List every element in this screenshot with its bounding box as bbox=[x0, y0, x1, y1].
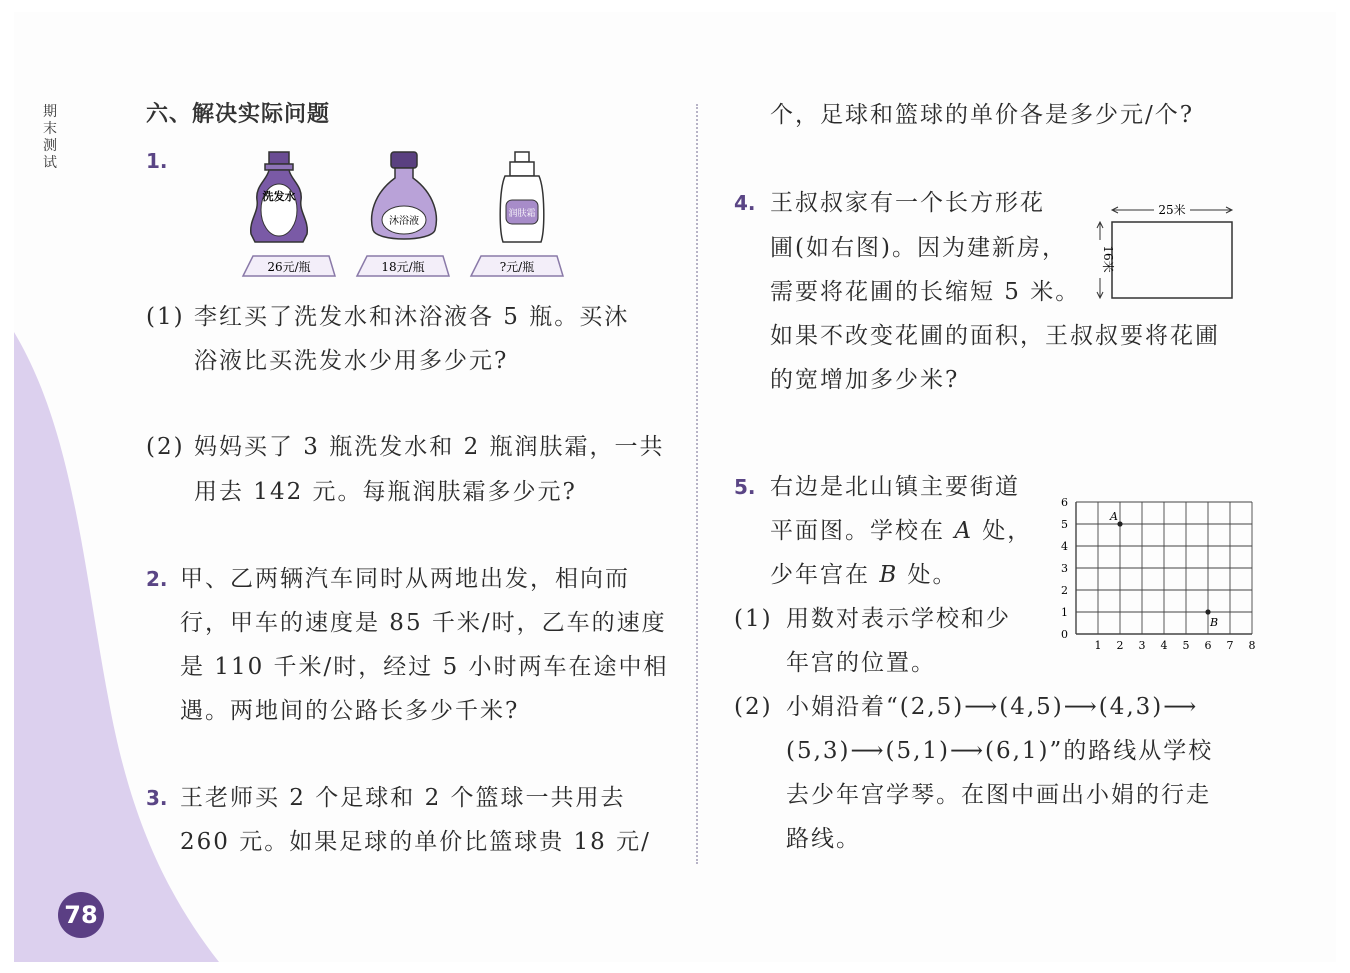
question-4-number: 4. bbox=[734, 191, 756, 215]
q2-line: 遇。两地间的公路长多少千米? bbox=[180, 698, 520, 724]
question-1-number: 1. bbox=[146, 149, 168, 173]
y-tick-label: 5 bbox=[1061, 518, 1068, 531]
x-tick-label: 3 bbox=[1138, 639, 1146, 652]
side-tab bbox=[40, 104, 60, 172]
y-tick-label: 4 bbox=[1061, 540, 1068, 553]
x-tick-label: 4 bbox=[1160, 639, 1168, 652]
body-wash-bottle-icon bbox=[372, 152, 437, 239]
q1-part2-prefix: (2) bbox=[146, 434, 185, 460]
q5-part1-prefix: (1) bbox=[734, 606, 773, 632]
q4-line: 需要将花圃的长缩短 5 米。 bbox=[770, 279, 1081, 305]
length-label: 25米 bbox=[1158, 203, 1186, 217]
page-number: 78 bbox=[58, 892, 104, 938]
side-tab-char: 测 bbox=[43, 138, 57, 154]
q5-part2-prefix: (2) bbox=[734, 694, 773, 720]
q1-part1-prefix: (1) bbox=[146, 304, 185, 330]
q1-part2-line: 用去 142 元。每瓶润肤霜多少元? bbox=[194, 479, 577, 505]
q5-intro-line bbox=[770, 560, 958, 590]
q4-line: 如果不改变花圃的面积，王叔叔要将花圃 bbox=[770, 323, 1220, 349]
lotion-bottle-icon bbox=[500, 152, 544, 242]
q5-intro-text: 处， bbox=[972, 518, 1033, 544]
grid-point-label: A bbox=[1110, 510, 1118, 523]
q5-part1-line: 用数对表示学校和少 bbox=[786, 606, 1011, 632]
q4-line: 王叔叔家有一个长方形花 bbox=[770, 190, 1045, 216]
q5-intro-text: 少年宫在 bbox=[770, 562, 880, 588]
point-b-label: B bbox=[879, 562, 899, 588]
q1-part1-line: 浴液比买洗发水少用多少元? bbox=[194, 348, 509, 374]
x-tick-label: 6 bbox=[1204, 639, 1212, 652]
q5-part2-line: 小娟沿着“(2,5)⟶(4,5)⟶(4,3)⟶ bbox=[786, 694, 1199, 720]
price-tag-text: ?元/瓶 bbox=[499, 260, 535, 274]
section-title: 六、解决实际问题 bbox=[146, 102, 331, 127]
y-tick-label: 2 bbox=[1061, 584, 1068, 597]
q5-part2-line: 去少年宫学琴。在图中画出小娟的行走 bbox=[786, 782, 1211, 808]
grid-point-label: B bbox=[1210, 616, 1219, 629]
q2-line: 是 110 千米/时，经过 5 小时两车在途中相 bbox=[180, 654, 669, 680]
street-grid-map bbox=[1046, 484, 1256, 652]
garden-rectangle bbox=[1112, 222, 1232, 298]
grid-point-a bbox=[1117, 521, 1122, 526]
y-tick-label: 1 bbox=[1061, 606, 1068, 619]
q5-intro-text: 处。 bbox=[898, 562, 958, 588]
bottle-label: 润肤霜 bbox=[508, 209, 536, 219]
q5-part1-line: 年宫的位置。 bbox=[786, 650, 936, 676]
bottles-illustration bbox=[239, 150, 569, 280]
q4-line: 的宽增加多少米? bbox=[770, 367, 960, 393]
price-tag-text: 18元/瓶 bbox=[381, 260, 425, 274]
side-tab-char: 试 bbox=[43, 155, 57, 171]
question-2-number: 2. bbox=[146, 567, 168, 591]
column-divider bbox=[696, 104, 698, 864]
price-tag bbox=[471, 256, 563, 276]
q2-line: 甲、乙两辆汽车同时从两地出发，相向而 bbox=[180, 566, 630, 592]
q5-intro-text: 平面图。学校在 bbox=[770, 518, 955, 544]
price-tag bbox=[243, 256, 335, 276]
price-tag bbox=[357, 256, 449, 276]
x-tick-label: 1 bbox=[1094, 639, 1102, 652]
width-label: 16米 bbox=[1101, 245, 1115, 273]
q1-part2-line: 妈妈买了 3 瓶洗发水和 2 瓶润肤霜，一共 bbox=[194, 434, 665, 460]
workbook-page bbox=[14, 12, 1336, 962]
question-3-number: 3. bbox=[146, 786, 168, 810]
garden-rectangle-figure bbox=[1088, 198, 1238, 302]
grid-point-b bbox=[1205, 609, 1210, 614]
q4-line: 圃(如右图)。因为建新房， bbox=[770, 235, 1067, 261]
q5-part2-line: (5,3)⟶(5,1)⟶(6,1)”的路线从学校 bbox=[786, 738, 1214, 764]
x-tick-label: 5 bbox=[1182, 639, 1190, 652]
q2-line: 行，甲车的速度是 85 千米/时，乙车的速度 bbox=[180, 610, 667, 636]
side-tab-char: 期 bbox=[43, 104, 57, 120]
y-tick-label: 6 bbox=[1061, 496, 1068, 509]
q3-continuation: 个，足球和篮球的单价各是多少元/个? bbox=[770, 102, 1195, 128]
point-a-label: A bbox=[954, 518, 973, 544]
x-tick-label: 8 bbox=[1248, 639, 1256, 652]
q5-part2-line: 路线。 bbox=[786, 826, 861, 852]
q3-line: 王老师买 2 个足球和 2 个篮球一共用去 bbox=[180, 785, 626, 811]
question-5-number: 5. bbox=[734, 475, 756, 499]
x-tick-label: 7 bbox=[1226, 639, 1234, 652]
price-tag-text: 26元/瓶 bbox=[267, 260, 311, 274]
shampoo-bottle-icon bbox=[251, 152, 308, 242]
q5-intro-line bbox=[770, 516, 1032, 546]
bottle-label: 洗发水 bbox=[262, 190, 296, 203]
side-tab-char: 末 bbox=[43, 121, 57, 137]
x-tick-label: 2 bbox=[1116, 639, 1124, 652]
q1-part1-line: 李红买了洗发水和沐浴液各 5 瓶。买沐 bbox=[194, 304, 630, 330]
q5-intro-line: 右边是北山镇主要街道 bbox=[770, 474, 1020, 500]
q3-line: 260 元。如果足球的单价比篮球贵 18 元/ bbox=[180, 829, 651, 855]
y-tick-label: 3 bbox=[1061, 562, 1068, 575]
bottle-label: 沐浴液 bbox=[389, 216, 419, 227]
y-tick-label: 0 bbox=[1061, 628, 1068, 641]
